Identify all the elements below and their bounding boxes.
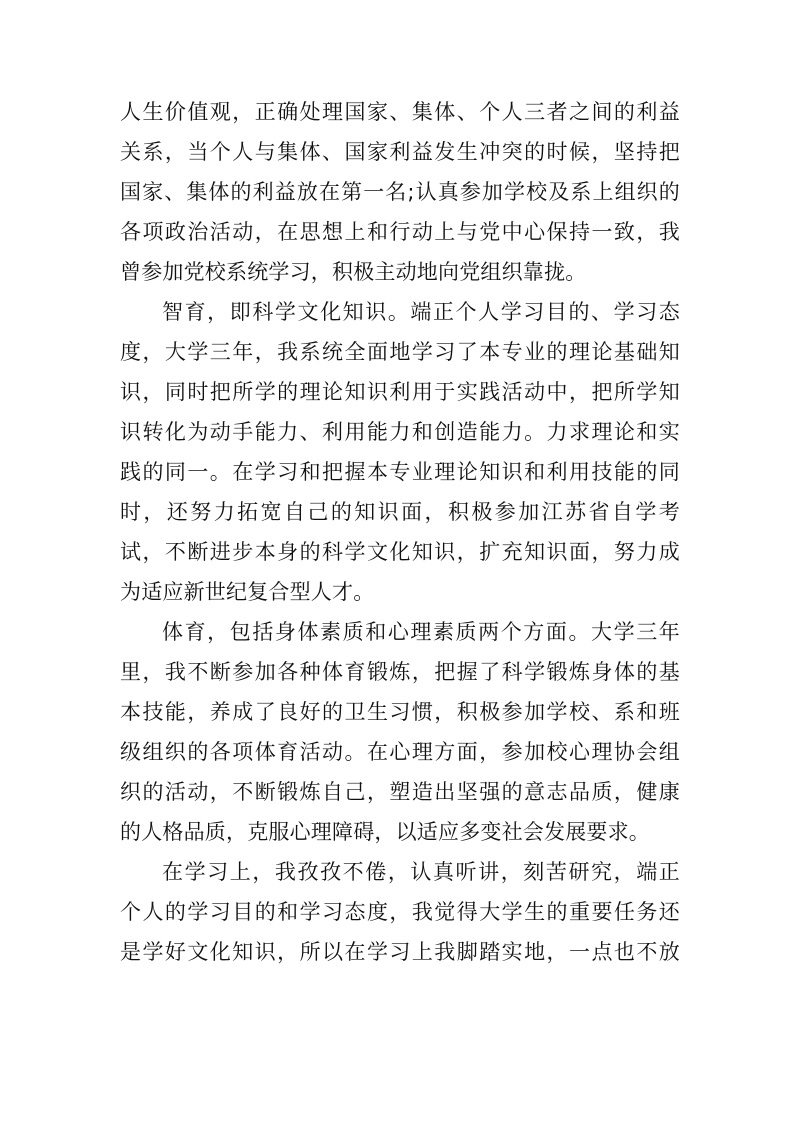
paragraph-physical [120, 612, 680, 852]
text-line: 时，还努力拓宽自己的知识面，积极参加江苏省自学考 [120, 500, 680, 524]
text-line: 是学好文化知识，所以在学习上我脚踏实地，一点也不放 [120, 940, 680, 964]
text-line: 在学习上，我孜孜不倦，认真听讲，刻苦研究，端正 [162, 860, 680, 884]
text-line: 关系，当个人与集体、国家利益发生冲突的时候，坚持把 [120, 140, 680, 164]
text-line: 级组织的各项体育活动。在心理方面，参加校心理协会组 [120, 740, 680, 764]
text-line: 个人的学习目的和学习态度，我觉得大学生的重要任务还 [120, 900, 680, 924]
text-line: 各项政治活动，在思想上和行动上与党中心保持一致，我 [120, 220, 680, 244]
text-line: 国家、集体的利益放在第一名;认真参加学校及系上组织的 [120, 180, 680, 204]
text-line: 体育，包括身体素质和心理素质两个方面。大学三年 [162, 620, 680, 644]
text-line: 度，大学三年，我系统全面地学习了本专业的理论基础知 [120, 340, 680, 364]
text-line: 为适应新世纪复合型人才。 [120, 580, 375, 604]
text-line: 织的活动，不断锻炼自己，塑造出坚强的意志品质，健康 [120, 780, 680, 804]
text-line: 曾参加党校系统学习，积极主动地向党组织靠拢。 [120, 260, 587, 284]
paragraph-intellectual [120, 292, 680, 612]
text-line: 本技能，养成了良好的卫生习惯，积极参加学校、系和班 [120, 700, 680, 724]
paragraph-political [120, 92, 680, 292]
text-line: 里，我不断参加各种体育锻炼，把握了科学锻炼身体的基 [120, 660, 680, 684]
text-line: 识转化为动手能力、利用能力和创造能力。力求理论和实 [120, 420, 680, 444]
text-line: 智育，即科学文化知识。端正个人学习目的、学习态 [162, 300, 680, 324]
text-line: 人生价值观，正确处理国家、集体、个人三者之间的利益 [120, 100, 680, 124]
text-line: 识，同时把所学的理论知识利用于实践活动中，把所学知 [120, 380, 680, 404]
text-line: 试，不断进步本身的科学文化知识，扩充知识面，努力成 [120, 540, 680, 564]
text-line: 的人格品质，克服心理障碍，以适应多变社会发展要求。 [120, 820, 650, 844]
text-line: 践的同一。在学习和把握本专业理论知识和利用技能的同 [120, 460, 680, 484]
paragraph-study [120, 852, 680, 972]
document-body [120, 92, 680, 972]
